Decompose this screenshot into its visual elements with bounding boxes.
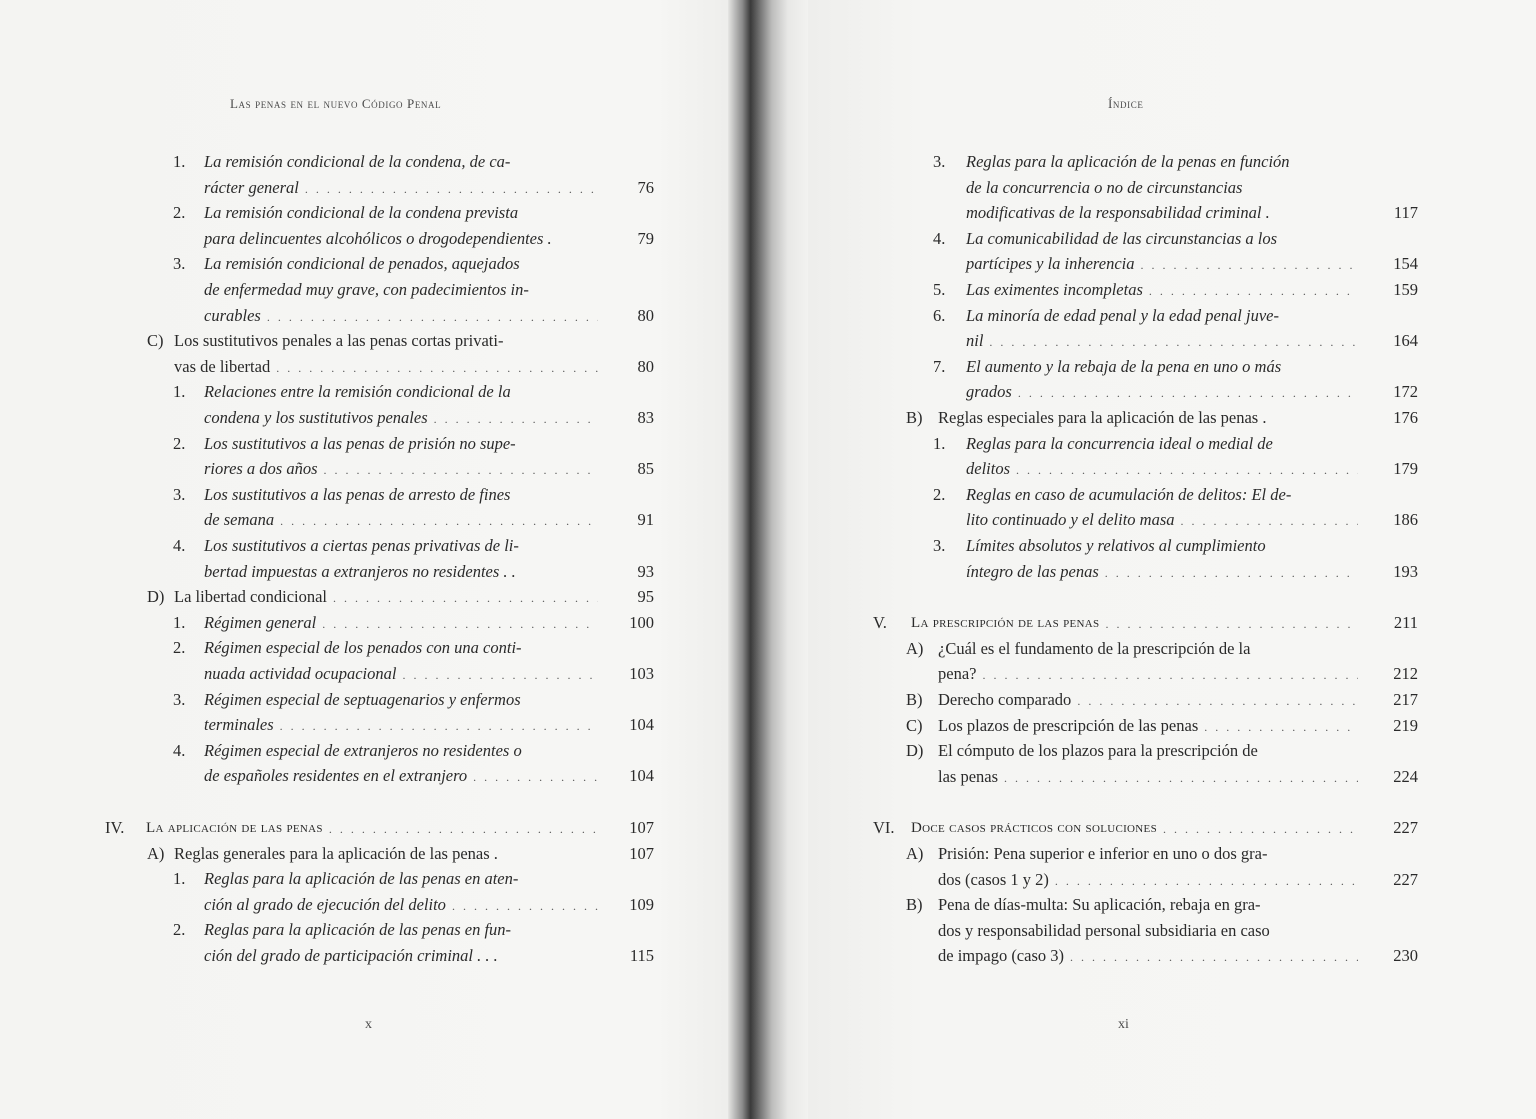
toc-entry-page: 85 [637, 459, 654, 479]
leader-dots [434, 408, 598, 428]
toc-entry-title-line: Derecho comparado [938, 690, 1072, 709]
toc-entry-number: 1. [173, 152, 186, 171]
leader-dots [473, 766, 598, 786]
toc-entry-title-line: La remisión condicional de la condena, de ca- [204, 152, 511, 171]
toc-entry-page: 76 [637, 177, 654, 197]
toc-entry-title-line: Relaciones entre la remisión condicional de la [204, 382, 511, 402]
toc-entry-title-line: íntegro de las penas [966, 561, 1099, 581]
toc-entry-title-line: Reglas generales para la aplicación de las penas . [174, 843, 498, 863]
toc-entry-page: 83 [637, 408, 654, 427]
toc-entry-page: 193 [1393, 561, 1418, 581]
toc-entry-number: 4. [173, 740, 186, 760]
leader-dots [267, 306, 598, 326]
toc-entry-page: 107 [629, 843, 654, 863]
leader-dots [1055, 870, 1358, 890]
toc-entry-title-line: riores a dos años [204, 459, 318, 479]
toc-entry-page: 95 [637, 587, 654, 607]
toc-entry-title-line: Reglas para la aplicación de las penas en aten- [204, 869, 519, 889]
toc-entry-page: 176 [1393, 408, 1418, 427]
toc-entry-title-line: grados [966, 382, 1012, 402]
toc-entry-title-line: La remisión condicional de penados, aquejados [204, 254, 520, 274]
toc-entry-page: 154 [1393, 254, 1418, 274]
running-head: Las penas en el nuevo Código Penal [230, 96, 442, 111]
toc-entry-page: 212 [1393, 664, 1418, 684]
toc-entry-number: 6. [933, 305, 946, 325]
toc-entry-title-line: La minoría de edad penal y la edad penal juve- [966, 305, 1279, 325]
leader-dots [1163, 818, 1358, 838]
toc-entry-title-line: curables [204, 305, 261, 325]
toc-entry-title-line: de la concurrencia o no de circunstancias [966, 177, 1243, 197]
toc-entry-number: 3. [173, 254, 186, 274]
leader-dots [982, 664, 1358, 684]
toc-entry-number: A) [906, 638, 924, 658]
leader-dots [1105, 562, 1358, 582]
toc-entry-title-line: El aumento y la rebaja de la pena en uno o más [966, 356, 1282, 376]
toc-entry-title-line: La aplicación de las penas [146, 820, 323, 836]
toc-entry-number: V. [873, 613, 887, 633]
toc-entry-number: VI. [873, 818, 895, 838]
toc-entry-number: 1. [173, 869, 186, 889]
toc-entry-page: 80 [637, 305, 654, 325]
leader-dots [1070, 946, 1358, 966]
leader-dots [1018, 382, 1358, 402]
toc-entry-title-line: modificativas de la responsabilidad criminal . [966, 203, 1270, 223]
toc-entry-title-line: condena y los sustitutivos penales [204, 408, 428, 427]
toc-entry-title-line: Reglas para la concurrencia ideal o medial de [966, 433, 1273, 453]
toc-entry-number: B) [906, 690, 923, 709]
toc-entry-number: 4. [173, 536, 186, 555]
leader-dots [1140, 254, 1358, 274]
toc-entry-title-line: nil [966, 331, 984, 351]
toc-entry-page: 224 [1393, 766, 1418, 786]
toc-entry-page: 179 [1393, 459, 1418, 479]
toc-entry-number: 3. [933, 536, 946, 555]
toc-entry-page: 79 [637, 228, 654, 248]
toc-entry-title-line: Régimen especial de extranjeros no residentes o [204, 740, 522, 760]
toc-entry-page: 103 [629, 664, 654, 683]
toc-entry-page: 217 [1393, 690, 1418, 709]
toc-entry-title-line: La comunicabilidad de las circunstancias a los [966, 228, 1278, 248]
toc-entry-title-line: Pena de días-multa: Su aplicación, rebaja en gra- [938, 895, 1261, 915]
leader-dots [1004, 767, 1358, 787]
toc-entry-title-line: Reglas especiales para la aplicación de las penas . [938, 408, 1267, 427]
toc-entry-title-line: Las eximentes incompletas [966, 280, 1143, 299]
toc-entry-title-line: ción del grado de participación criminal . . . [204, 946, 498, 965]
folio: xi [1118, 1017, 1129, 1032]
toc-entry-number: 3. [173, 484, 186, 504]
toc-entry-number: D) [906, 741, 924, 761]
leader-dots [280, 510, 598, 530]
leader-dots [402, 664, 598, 684]
toc-entry-number: C) [147, 331, 164, 351]
toc-entry-page: 159 [1393, 280, 1418, 299]
toc-entry-title-line: Los sustitutivos penales a las penas cortas privati- [174, 331, 504, 351]
leader-dots [276, 357, 598, 377]
toc-entry-number: B) [906, 408, 923, 427]
toc-entry-number: 2. [173, 920, 186, 940]
toc-entry-page: 100 [629, 612, 654, 632]
toc-entry-title-line: pena? [938, 664, 977, 684]
toc-entry-title-line: El cómputo de los plazos para la prescripción de [938, 741, 1258, 761]
running-head: Índice [1108, 96, 1144, 111]
toc-entry-number: 2. [173, 638, 186, 658]
toc-entry-title-line: La remisión condicional de la condena prevista [204, 203, 519, 223]
toc-entry-title-line: para delincuentes alcohólicos o drogodependientes . [204, 228, 552, 248]
toc-entry-number: IV. [105, 818, 125, 837]
leader-dots [1181, 510, 1358, 530]
leader-dots [1149, 280, 1358, 300]
leader-dots [333, 587, 598, 607]
toc-left [0, 0, 745, 1119]
toc-entry-number: 1. [173, 612, 186, 632]
toc-entry-title-line: las penas [938, 766, 999, 786]
toc-entry-page: 104 [629, 715, 654, 735]
toc-entry-title-line: de semana [204, 510, 275, 530]
toc-entry-number: B) [906, 895, 923, 915]
folio: x [365, 1017, 372, 1032]
leader-dots [452, 895, 598, 915]
toc-entry-title-line: Régimen especial de septuagenarios y enfermos [204, 689, 521, 709]
toc-entry-number: 7. [933, 356, 946, 376]
toc-entry-title-line: Régimen especial de los penados con una conti- [204, 638, 522, 658]
toc-entry-page: 186 [1393, 510, 1418, 530]
toc-entry-page: 227 [1393, 818, 1418, 838]
toc-entry-title-line: de impago (caso 3) [938, 946, 1064, 966]
toc-entry-title-line: terminales [204, 715, 274, 735]
toc-entry-title-line: Reglas para la aplicación de la penas en función [966, 152, 1290, 171]
toc-entry-number: A) [147, 843, 165, 863]
leader-dots [1077, 690, 1358, 710]
toc-entry-title-line: Los plazos de prescripción de las penas [938, 715, 1199, 735]
toc-entry-page: 91 [637, 510, 654, 530]
toc-entry-page: 107 [629, 818, 654, 837]
toc-entry-page: 93 [637, 561, 654, 581]
toc-entry-title-line: La libertad condicional [174, 587, 328, 607]
leader-dots [305, 178, 598, 198]
toc-entry-title-line: Los sustitutivos a ciertas penas privativas de li- [204, 536, 519, 555]
toc-entry-title-line: nuada actividad ocupacional [204, 664, 397, 683]
toc-entry-page: 164 [1393, 331, 1418, 351]
leader-dots [329, 818, 598, 838]
toc-entry-title-line: Régimen general [204, 612, 317, 632]
toc-entry-title-line: Los sustitutivos a las penas de prisión no supe- [204, 433, 516, 453]
leader-dots [1105, 613, 1358, 633]
toc-entry-title-line: bertad impuestas a extranjeros no residentes . . [204, 561, 516, 581]
toc-entry-number: 2. [173, 433, 186, 453]
leader-dots [989, 331, 1358, 351]
toc-entry-page: 219 [1393, 715, 1418, 735]
toc-right [808, 0, 1536, 1119]
toc-entry-number: A) [906, 844, 924, 863]
toc-entry-title-line: ¿Cuál es el fundamento de la prescripción de la [938, 638, 1251, 658]
toc-entry-page: 230 [1393, 946, 1418, 966]
toc-entry-title-line: de españoles residentes en el extranjero [204, 766, 468, 786]
toc-entry-title-line: ción al grado de ejecución del delito [204, 894, 446, 914]
toc-entry-page: 115 [629, 946, 654, 965]
leader-dots [1016, 459, 1358, 479]
toc-entry-title-line: delitos [966, 459, 1010, 479]
toc-entry-page: 104 [629, 766, 654, 786]
toc-entry-page: 80 [637, 356, 654, 376]
toc-entry-number: 4. [933, 228, 946, 248]
toc-entry-title-line: Reglas para la aplicación de las penas en fun- [204, 920, 512, 940]
book-gutter [728, 0, 808, 1119]
toc-entry-title-line: Límites absolutos y relativos al cumplimiento [966, 536, 1266, 555]
right-page [808, 0, 1536, 1119]
toc-entry-title-line: Los sustitutivos a las penas de arresto de fines [204, 484, 511, 504]
leader-dots [1204, 716, 1358, 736]
toc-entry-title-line: La prescripción de las penas [911, 615, 1100, 632]
toc-entry-title-line: dos (casos 1 y 2) [938, 869, 1049, 889]
toc-entry-title-line: lito continuado y el delito masa [966, 510, 1175, 530]
toc-entry-number: 3. [933, 152, 946, 171]
toc-entry-title-line: rácter general [204, 177, 299, 197]
toc-entry-title-line: Prisión: Pena superior e inferior en uno o dos gra- [938, 844, 1268, 863]
toc-entry-number: 2. [173, 203, 186, 223]
leader-dots [322, 613, 598, 633]
toc-entry-number: 1. [173, 382, 186, 402]
toc-entry-title-line: vas de libertad [174, 356, 271, 376]
toc-entry-page: 172 [1393, 382, 1418, 402]
toc-entry-number: D) [147, 587, 165, 607]
toc-entry-page: 227 [1393, 869, 1418, 889]
toc-entry-number: 2. [933, 484, 946, 504]
left-page [0, 0, 745, 1119]
leader-dots [280, 715, 598, 735]
toc-entry-title-line: Reglas en caso de acumulación de delitos: El de- [966, 484, 1292, 504]
toc-entry-title-line: de enfermedad muy grave, con padecimientos in- [204, 280, 529, 299]
toc-entry-title-line: partícipes y la inherencia [966, 254, 1135, 274]
leader-dots [324, 459, 598, 479]
toc-entry-title-line: Doce casos prácticos con soluciones [911, 820, 1157, 837]
toc-entry-page: 109 [629, 894, 654, 914]
toc-entry-number: 3. [173, 689, 186, 709]
toc-entry-number: 1. [933, 433, 946, 453]
toc-entry-number: 5. [933, 280, 946, 299]
toc-entry-page: 211 [1393, 613, 1418, 633]
toc-entry-number: C) [906, 715, 923, 735]
toc-entry-page: 117 [1393, 203, 1418, 223]
toc-entry-title-line: dos y responsabilidad personal subsidiaria en caso [938, 920, 1270, 940]
